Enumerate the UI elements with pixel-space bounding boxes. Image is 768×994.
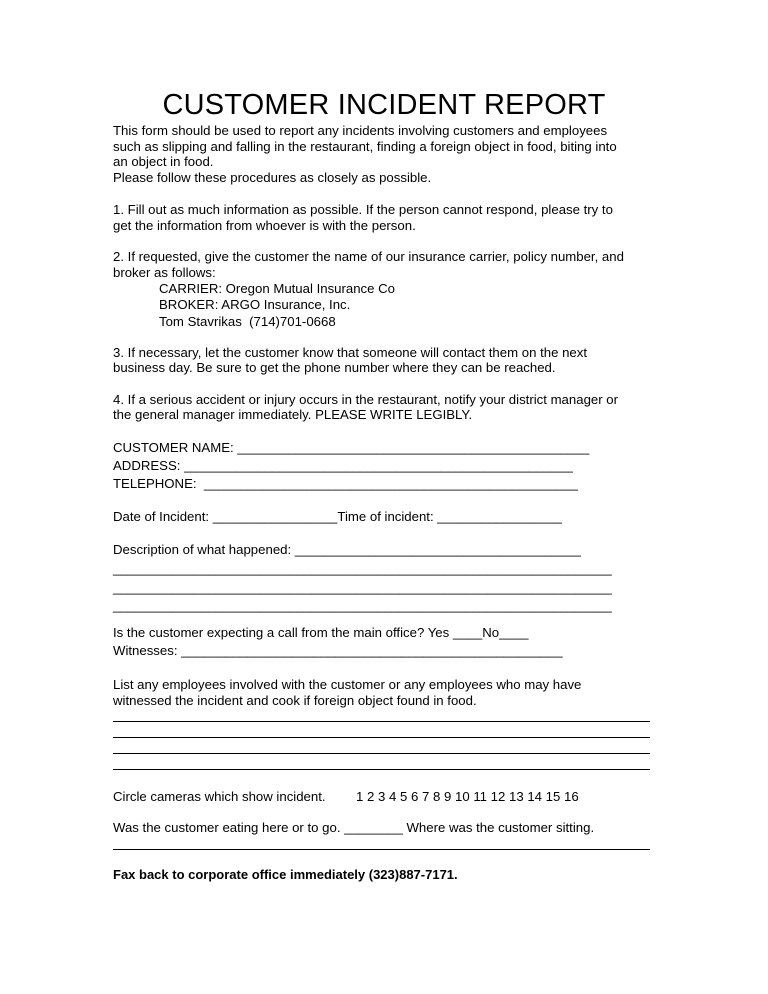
intro-line-4: Please follow these procedures as closely as possible.	[113, 170, 432, 185]
intro-line-3: an object in food.	[113, 154, 214, 169]
sitting-rule[interactable]	[113, 849, 650, 850]
address-field[interactable]: ADDRESS: _____________________________________________________	[113, 458, 573, 473]
step3-line-1: 3. If necessary, let the customer know that someone will contact them on the next	[113, 345, 588, 360]
customer-name-field[interactable]: CUSTOMER NAME: ________________________________________________	[113, 440, 590, 455]
step4-line-1: 4. If a serious accident or injury occurs in the restaurant, notify your district manager or	[113, 392, 619, 407]
description-line-2[interactable]: ____________________________________________________________________	[113, 580, 612, 595]
description-line-1[interactable]: ____________________________________________________________________	[113, 561, 612, 576]
form-title: CUSTOMER INCIDENT REPORT	[162, 89, 606, 121]
intro-line-1: This form should be used to report any incidents involving customers and employees	[113, 123, 608, 138]
step3-line-2: business day. Be sure to get the phone number where they can be reached.	[113, 360, 556, 375]
date-time-field[interactable]: Date of Incident: _________________Time of incident: _________________	[113, 509, 562, 524]
witnesses-field[interactable]: Witnesses: ____________________________________________________	[113, 643, 563, 658]
employees-rule-4[interactable]	[113, 769, 650, 770]
intro-line-2: such as slipping and falling in the restaurant, finding a foreign object in food, biting into	[113, 139, 617, 154]
fax-instruction: Fax back to corporate office immediately (323)887-7171.	[113, 867, 458, 882]
insurance-broker: BROKER: ARGO Insurance, Inc.	[159, 297, 351, 312]
call-expected-field[interactable]: Is the customer expecting a call from the main office? Yes ____No____	[113, 625, 529, 640]
insurance-carrier: CARRIER: Oregon Mutual Insurance Co	[159, 281, 396, 296]
employees-prompt-line-1: List any employees involved with the customer or any employees who may have	[113, 677, 582, 692]
employees-rule-3[interactable]	[113, 753, 650, 754]
employees-prompt-line-2: witnessed the incident and cook if foreign object found in food.	[113, 693, 477, 708]
step1-line-2: get the information from whoever is with the person.	[113, 218, 416, 233]
description-line-3[interactable]: ____________________________________________________________________	[113, 598, 612, 613]
employees-rule-2[interactable]	[113, 737, 650, 738]
employees-rule-1[interactable]	[113, 721, 650, 722]
cameras-label: Circle cameras which show incident.	[113, 789, 326, 804]
step2-line-2: broker as follows:	[113, 265, 216, 280]
step4-line-2: the general manager immediately. PLEASE WRITE LEGIBLY.	[113, 407, 473, 422]
step2-line-1: 2. If requested, give the customer the name of our insurance carrier, policy number, and	[113, 249, 624, 264]
insurance-contact: Tom Stavrikas (714)701-0668	[159, 314, 336, 329]
telephone-field[interactable]: TELEPHONE: ___________________________________________________	[113, 476, 578, 491]
eating-field[interactable]: Was the customer eating here or to go. ________ Where was the customer sitting.	[113, 820, 595, 835]
step1-line-1: 1. Fill out as much information as possible. If the person cannot respond, please try to	[113, 202, 613, 217]
camera-numbers[interactable]: 1 2 3 4 5 6 7 8 9 10 11 12 13 14 15 16	[356, 789, 579, 804]
description-field[interactable]: Description of what happened: _______________________________________	[113, 542, 581, 557]
